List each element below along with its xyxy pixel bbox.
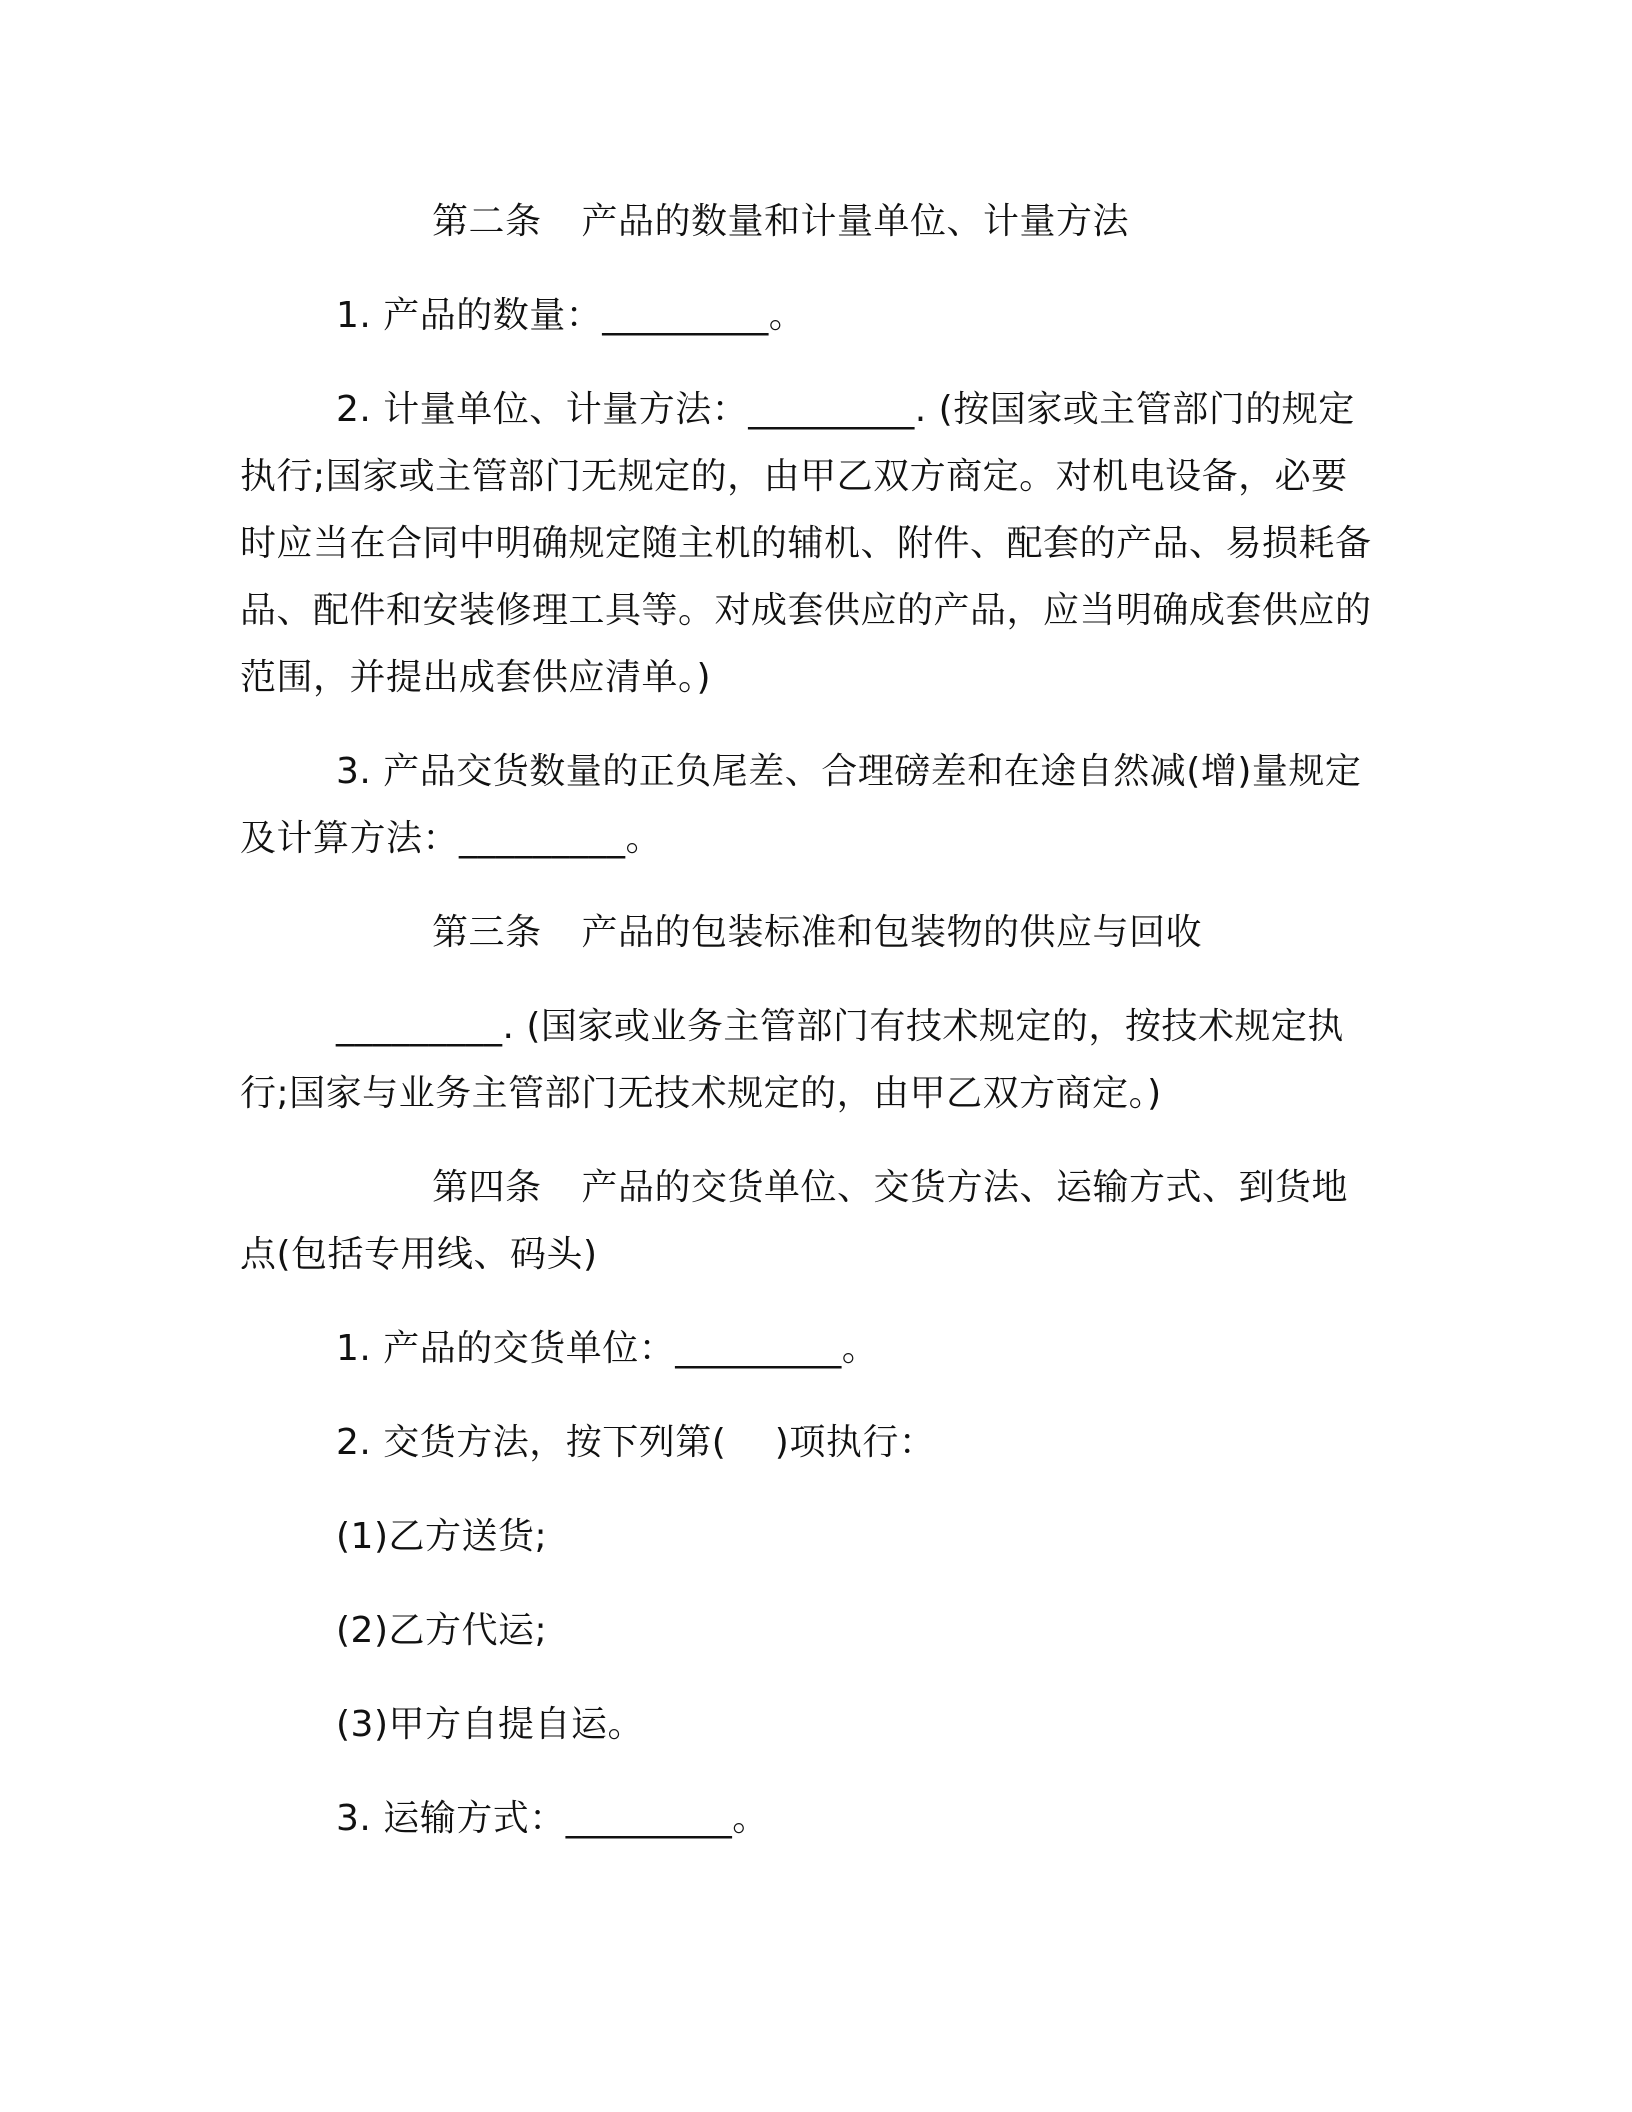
- article-3-title: 产品的包装标准和包装物的供应与回收: [581, 912, 1203, 953]
- article-4-option-1: (1)乙方送货;: [336, 1516, 548, 1557]
- article-2-heading: [240, 188, 1380, 255]
- article-4-heading: [240, 1154, 1380, 1288]
- article-2-item-3: 3. 产品交货数量的正负尾差、合理磅差和在途自然减(增)量规定及计算方法：_________。: [240, 751, 1362, 859]
- article-2-title: 产品的数量和计量单位、计量方法: [581, 201, 1130, 242]
- article-2-item-1: 1. 产品的数量：_________。: [336, 295, 806, 336]
- article-3-number: 第三条: [432, 912, 542, 953]
- article-4-item-2: 2. 交货方法，按下列第( )项执行：: [336, 1422, 936, 1463]
- article-3-heading: [240, 899, 1380, 966]
- article-2-item-2: 2. 计量单位、计量方法：_________. (按国家或主管部门的规定执行;国家或主管部门无规定的，由甲乙双方商定。对机电设备，必要时应当在合同中明确规定随主机的辅机、附件、配套的产品、易损耗备品、配件和安装修理工具等。对成套供应的产品，应当明确成套供应的范围，并提出成套供应清单。): [240, 389, 1372, 698]
- article-4-number: 第四条: [432, 1167, 542, 1208]
- article-2-number: 第二条: [432, 201, 542, 242]
- article-4-option-3: (3)甲方自提自运。: [336, 1704, 644, 1745]
- document-body: [240, 188, 1380, 1852]
- article-4-option-2: (2)乙方代运;: [336, 1610, 548, 1651]
- article-4-item-1: 1. 产品的交货单位：_________。: [336, 1328, 879, 1369]
- article-4-item-3: 3. 运输方式：_________。: [336, 1798, 769, 1839]
- article-3-body: _________. (国家或业务主管部门有技术规定的，按技术规定执行;国家与业务主管部门无技术规定的，由甲乙双方商定。): [240, 1006, 1344, 1114]
- article-4-title: 产品的交货单位、交货方法、运输方式、到货地点(包括专用线、码头): [240, 1167, 1349, 1275]
